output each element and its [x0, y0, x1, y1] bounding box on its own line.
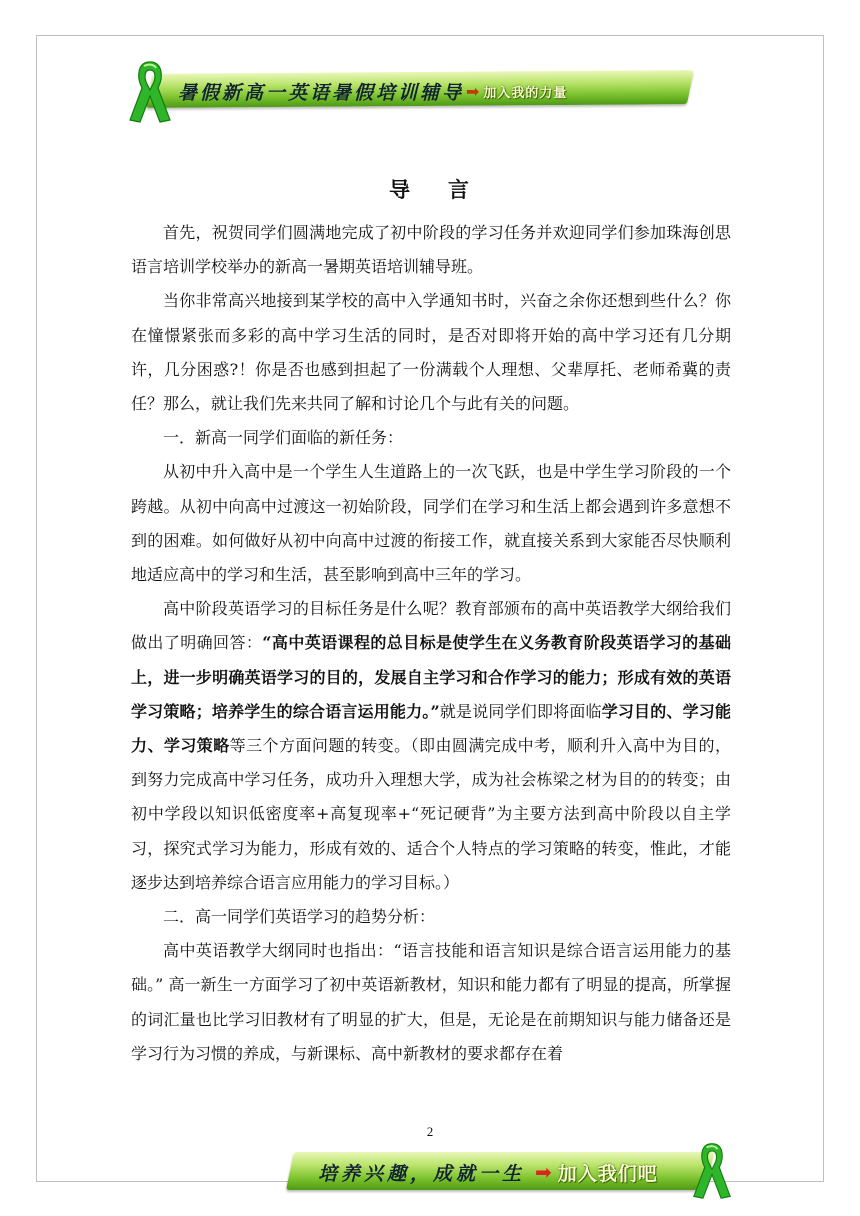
- header-banner-slogan: 加入我的力量: [483, 85, 568, 101]
- footer-banner-title: 培养兴趣，成就一生: [318, 1162, 526, 1185]
- syllabus-quote: “高中英语课程的总目标是使学生在义务教育阶段英语学习的基础上，进一步明确英语学习的目的，发展自主学习和合作学习的能力；形成有效的英语学习策略；培养学生的综合语言运用能力。”: [131, 633, 731, 721]
- footer-banner-text: [318, 1158, 698, 1186]
- paragraph-questions: 当你非常高兴地接到某学校的高中入学通知书时，兴奋之余你还想到些什么？你在憧憬紧张而多彩的高中学习生活的同时，是否对即将开始的高中学习还有几分期许，几分困惑?！你是否也感到担起了一份满载个人理想、父辈厚托、老师希冀的责任？那么，就让我们先来共同了解和讨论几个与此有关的问题。: [131, 291, 731, 414]
- section-heading-1: 一．新高一同学们面临的新任务：: [163, 428, 404, 448]
- title-char-1: 导: [389, 178, 412, 202]
- paragraph-transition: 从初中升入高中是一个学生人生道路上的一次飞跃，也是中学生学习阶段的一个跨越。从初中向高中过渡这一初始阶段，同学们在学习和生活上都会遇到许多意想不到的困难。如何做好从初中向高中过渡的衔接工作，就直接关系到大家能否尽快顺利地适应高中的学习和生活，甚至影响到高中三年的学习。: [131, 462, 731, 585]
- header-banner-text: [178, 78, 678, 104]
- goals-mid: 就是说同学们即将面临: [439, 701, 602, 721]
- goals-keywords: 学习目的、学习能力、学习策略: [131, 701, 731, 756]
- paragraph-goals: [131, 592, 731, 900]
- red-arrow-icon: ➡: [535, 1160, 552, 1184]
- goals-lead: 高中阶段英语学习的目标任务是什么呢？教育部颁布的高中英语教学大纲给我们做出了明确回答：: [131, 599, 731, 653]
- paragraph-trend: 高中英语教学大纲同时也指出：“语言技能和语言知识是综合语言运用能力的基础。” 高一新生一方面学习了初中英语新教材，知识和能力都有了明显的提高，所掌握的词汇量也比学习旧教材有了明显的扩大，但是，无论是在前期知识与能力储备还是学习行为习惯的养成，与新课标、高中新教材的要求都存在着: [131, 941, 731, 1063]
- section-heading-2: 二．高一同学们英语学习的趋势分析：: [163, 907, 436, 927]
- document-body: [131, 216, 731, 1071]
- green-ribbon-icon: [128, 58, 172, 126]
- goals-tail: 等三个方面问题的转变。（即由圆满完成中考，顺利升入高中为目的，到努力完成高中学习任务，成功升入理想大学，成为社会栋梁之材为目的的转变；由初中学段以知识低密度率+高复现率+“死记硬背”为主要方法到高中阶段以自主学习，探究式学习为能力，形成有效的、适合个人特点的学习策略的转变，惟此，才能逐步达到培养综合语言应用能力的学习目标。）: [131, 736, 731, 892]
- green-ribbon-icon: [692, 1140, 732, 1202]
- footer-banner-slogan: 加入我们吧: [557, 1162, 658, 1185]
- page-number: 2: [426, 1124, 434, 1139]
- title-char-2: 言: [448, 178, 471, 202]
- header-banner-title: 暑假新高一英语暑假培训辅导: [178, 81, 465, 104]
- paragraph-intro: 首先，祝贺同学们圆满地完成了初中阶段的学习任务并欢迎同学们参加珠海创思语言培训学校举办的新高一暑期英语培训辅导班。: [131, 223, 731, 277]
- arrow-icon: ➡: [466, 81, 480, 101]
- page-title: [0, 174, 860, 204]
